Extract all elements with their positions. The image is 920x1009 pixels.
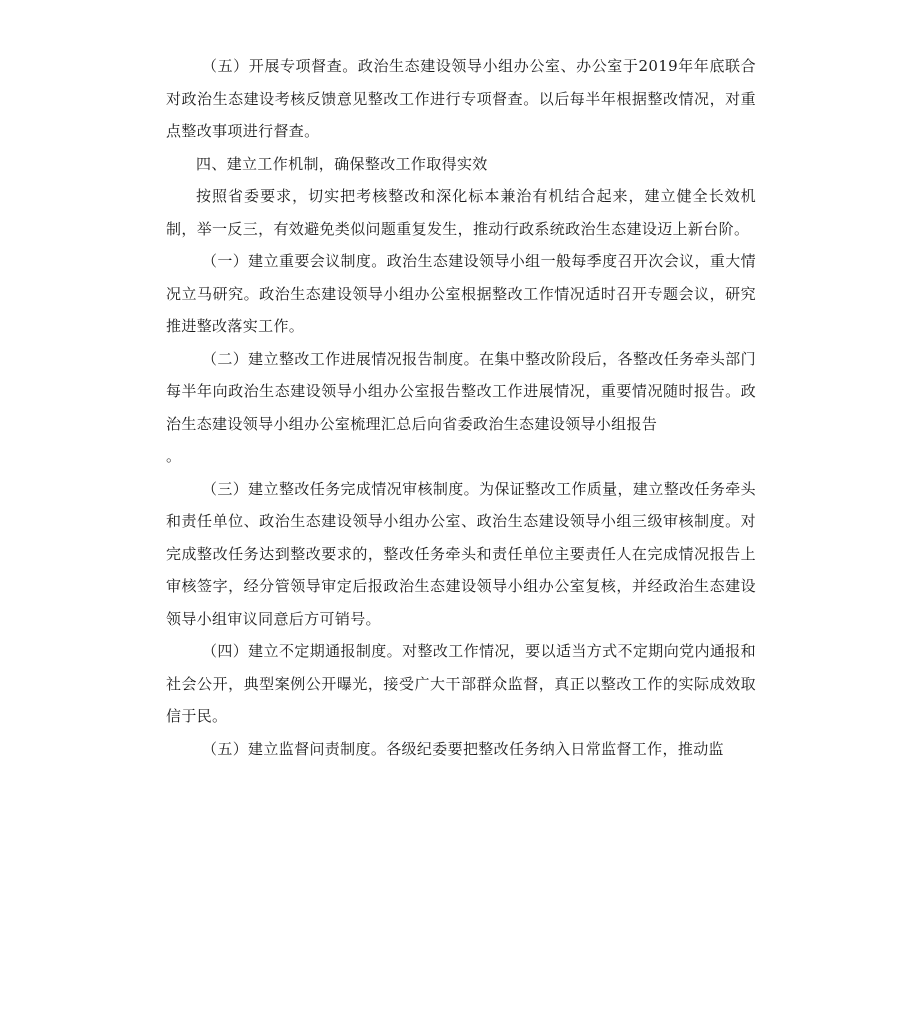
- paragraph-accountability-system: （五）建立监督问责制度。各级纪委要把整改任务纳入日常监督工作，推动监: [202, 739, 724, 758]
- paragraph-meeting-system: （一）建立重要会议制度。政治生态建设领导小组一般每季度召开次会议，重大情况立马研究。政治生态建设领导小组办公室根据整改工作情况适时召开专题会议，研究推进整改落实工作。: [166, 252, 756, 335]
- paragraph-provincial-requirements: 按照省委要求，切实把考核整改和深化标本兼治有机结合起来，建立健全长效机制，举一反三，有效避免类似问题重复发生，推动行政系统政治生态建设迈上新台阶。: [166, 187, 756, 238]
- paragraph-trailing-punctuation: 。: [166, 447, 182, 465]
- paragraph-notification-system: （四）建立不定期通报制度。对整改工作情况，要以适当方式不定期向党内通报和社会公开，典型案例公开曝光，接受广大干部群众监督，真正以整改工作的实际成效取信于民。: [166, 642, 756, 725]
- paragraph-special-inspection: （五）开展专项督查。政治生态建设领导小组办公室、办公室于2019年年底联合对政治生态建设考核反馈意见整改工作进行专项督查。以后每半年根据整改情况，对重点整改事项进行督查。: [166, 57, 756, 140]
- document-page: [166, 50, 756, 765]
- paragraph-review-system: （三）建立整改任务完成情况审核制度。为保证整改工作质量，建立整改任务牵头和责任单位、政治生态建设领导小组办公室、政治生态建设领导小组三级审核制度。对完成整改任务达到整改要求的，整改任务牵头和责任单位主要责任人在完成情况报告上审核签字，经分管领导审定后报政治生态建设领导小组办公室复核，并经政治生态建设领导小组审议同意后方可销号。: [166, 479, 756, 628]
- section-heading-work-mechanism: 四、建立工作机制，确保整改工作取得实效: [196, 154, 488, 173]
- paragraph-progress-report-system: （二）建立整改工作进展情况报告制度。在集中整改阶段后，各整改任务牵头部门每半年向政治生态建设领导小组办公室报告整改工作进展情况，重要情况随时报告。政治生态建设领导小组办公室梳理汇总后向省委政治生态建设领导小组报告: [166, 349, 756, 433]
